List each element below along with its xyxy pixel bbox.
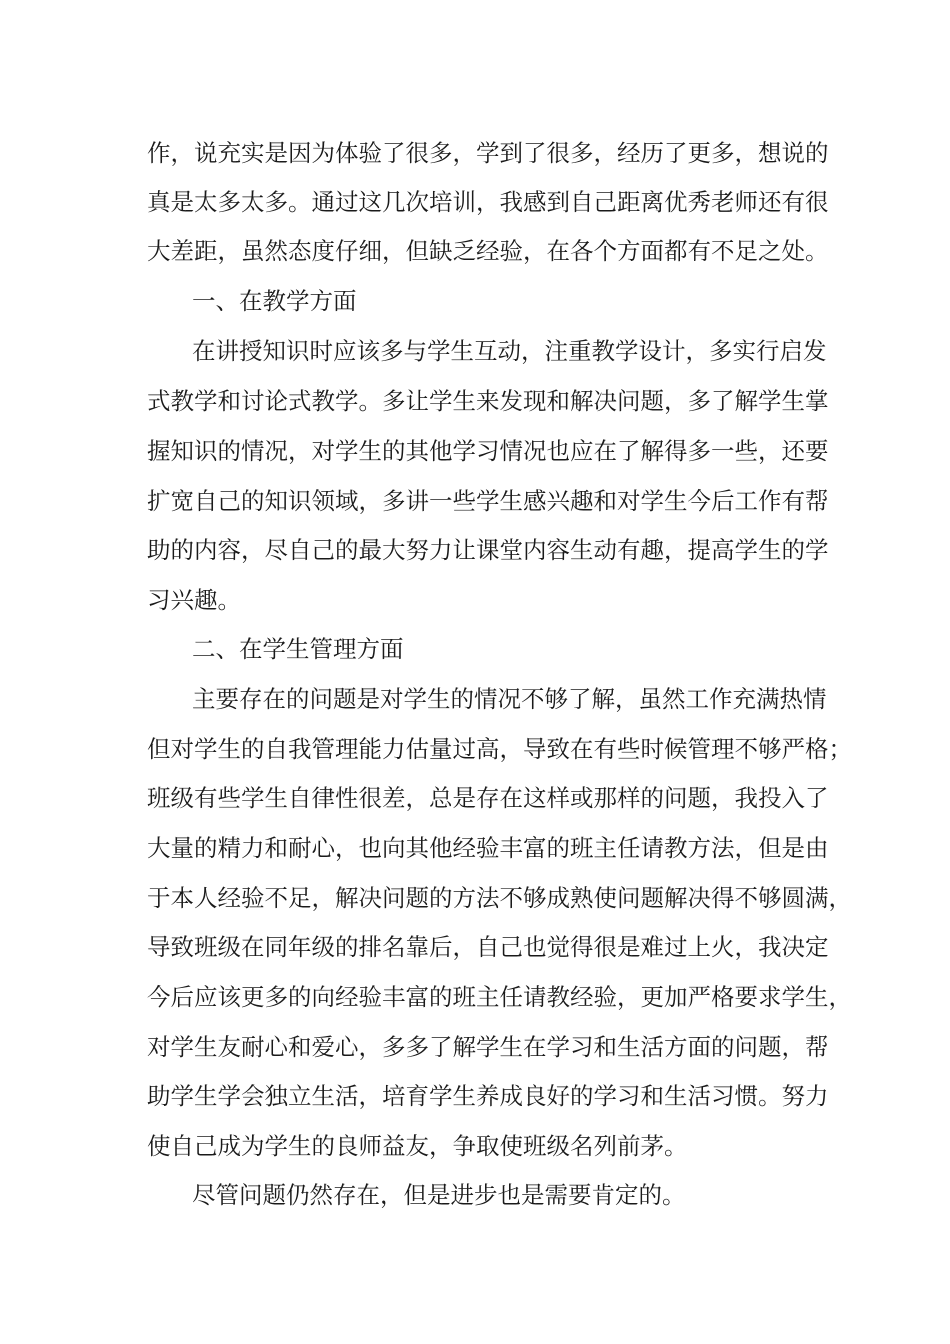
body-line: 助学生学会独立生活，培育学生养成良好的学习和生活习惯。努力 <box>147 1082 829 1110</box>
body-line: 但对学生的自我管理能力估量过高，导致在有些时候管理不够严格； <box>147 735 852 763</box>
section-heading: 二、在学生管理方面 <box>192 635 404 663</box>
body-line: 助的内容，尽自己的最大努力让课堂内容生动有趣，提高学生的学 <box>147 536 829 564</box>
section-heading: 一、在教学方面 <box>192 287 357 315</box>
body-line: 扩宽自己的知识领域，多讲一些学生感兴趣和对学生今后工作有帮 <box>147 487 829 515</box>
body-line: 主要存在的问题是对学生的情况不够了解，虽然工作充满热情 <box>192 685 827 713</box>
body-line: 在讲授知识时应该多与学生互动，注重教学设计，多实行启发 <box>192 337 827 365</box>
body-line: 于本人经验不足，解决问题的方法不够成熟使问题解决得不够圆满， <box>147 884 852 912</box>
body-line: 式教学和讨论式教学。多让学生来发现和解决问题，多了解学生掌 <box>147 387 829 415</box>
body-line: 班级有些学生自律性很差，总是存在这样或那样的问题，我投入了 <box>147 784 829 812</box>
body-line: 握知识的情况，对学生的其他学习情况也应在了解得多一些，还要 <box>147 437 829 465</box>
body-line: 大量的精力和耐心，也向其他经验丰富的班主任请教方法，但是由 <box>147 834 829 862</box>
body-line: 今后应该更多的向经验丰富的班主任请教经验，更加严格要求学生， <box>147 983 852 1011</box>
body-line: 导致班级在同年级的排名靠后，自己也觉得很是难过上火，我决定 <box>147 933 829 961</box>
body-line: 真是太多太多。通过这几次培训，我感到自己距离优秀老师还有很 <box>147 188 829 216</box>
body-line: 大差距，虽然态度仔细，但缺乏经验，在各个方面都有不足之处。 <box>147 237 829 265</box>
body-line: 对学生友耐心和爱心，多多了解学生在学习和生活方面的问题，帮 <box>147 1033 829 1061</box>
body-line: 习兴趣。 <box>147 586 241 614</box>
body-line: 使自己成为学生的良师益友，争取使班级名列前茅。 <box>147 1132 688 1160</box>
body-line: 尽管问题仍然存在，但是进步也是需要肯定的。 <box>192 1181 686 1209</box>
body-line: 作，说充实是因为体验了很多，学到了很多，经历了更多，想说的 <box>147 139 829 167</box>
